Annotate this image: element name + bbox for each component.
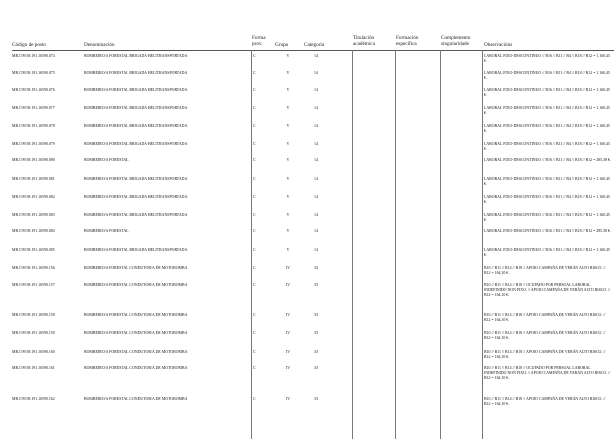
header-denominacion: Denominación [84, 42, 115, 48]
header-complemento: Complemento singularidade [441, 35, 471, 47]
cell-codigo: MR.C99.58.191.16590.078 [12, 124, 55, 128]
cell-observacions: B10 // B11 // B14 // B18 // APOIO CAMPAÑA DE VERÁN ALTO RISCO. // B12 = 164,10 €. [484, 313, 606, 323]
cell-grupo: V [286, 177, 290, 181]
cell-denominacion: BOMBEIRO/A FORESTAL CONDUTOR/A DE MOTOBOMBA [84, 366, 188, 370]
cell-codigo: MR.C99.58.191.16590.160 [12, 350, 55, 354]
cell-denominacion: BOMBEIRO/A FORESTAL BRIGADA HELITRANSPORTADA [84, 248, 188, 252]
cell-forma-prov: C [253, 124, 256, 128]
cell-grupo: IV [285, 350, 291, 354]
cell-categoria: 33 [314, 313, 318, 317]
cell-grupo: V [286, 248, 290, 252]
cell-denominacion: BOMBEIRO/A FORESTAL [84, 158, 129, 162]
cell-observacions: LABORAL FIXO-DESCONTINUO // B16 // B11 // B4 // B18 // B12 = 1.160,45 €. [484, 54, 610, 64]
cell-grupo: V [286, 71, 290, 75]
cell-observacions: B10 // B11 // B14 // B18 // APOIO CAMPAÑA DE VERÁN ALTO RISCO. // B12 = 164,10 €. [484, 397, 606, 407]
cell-categoria: 14 [314, 124, 318, 128]
column-divider [251, 50, 252, 439]
cell-observacions: LABORAL FIXO-DESCONTINUO // B16 // B11 // B4 // B18 // B12 = 1.160,45 €. [484, 195, 610, 205]
cell-codigo: MR.C99.58.191.16590.082 [12, 195, 55, 199]
cell-observacions: B10 // B11 // B14 // B18 // APOIO CAMPAÑA DE VERÁN ALTO RISCO. // B12 = 164,10 €. [484, 266, 606, 276]
cell-grupo: IV [285, 283, 291, 287]
cell-categoria: 14 [314, 229, 318, 233]
cell-codigo: MR.C99.58.191.16590.074 [12, 54, 55, 58]
cell-categoria: 14 [314, 54, 318, 58]
cell-forma-prov: C [253, 313, 256, 317]
cell-codigo: MR.C99.58.191.16590.159 [12, 331, 55, 335]
cell-categoria: 14 [314, 213, 318, 217]
cell-grupo: V [286, 213, 290, 217]
cell-categoria: 14 [314, 195, 318, 199]
cell-grupo: V [286, 195, 290, 199]
cell-forma-prov: C [253, 177, 256, 181]
cell-denominacion: BOMBEIRO/A FORESTAL BRIGADA HELITRANSPORTADA [84, 106, 188, 110]
cell-grupo: V [286, 124, 290, 128]
cell-categoria: 33 [314, 331, 318, 335]
cell-grupo: IV [285, 331, 291, 335]
cell-grupo: V [286, 142, 290, 146]
cell-observacions: B10 // B11 // B14 // B18 // OCUPADO POR PERSOAL LABORAL INDEFINIDO NON FIXO. // APOIO CAMPAÑA DE VERÁN ALTO RISCO. // B12 = 164,10 €. [484, 283, 611, 298]
cell-categoria: 33 [314, 397, 318, 401]
cell-forma-prov: C [253, 248, 256, 252]
cell-forma-prov: C [253, 88, 256, 92]
cell-codigo: MR.C99.58.191.16590.081 [12, 177, 55, 181]
cell-forma-prov: C [253, 366, 256, 370]
cell-categoria: 14 [314, 142, 318, 146]
cell-denominacion: BOMBEIRO/A FORESTAL BRIGADA HELITRANSPORTADA [84, 71, 188, 75]
header-formacion: Formación específica [396, 35, 419, 47]
cell-codigo: MR.C99.58.191.16590.161 [12, 366, 55, 370]
cell-grupo: IV [285, 397, 291, 401]
cell-denominacion: BOMBEIRO/A FORESTAL CONDUTOR/A DE MOTOBOMBA [84, 313, 188, 317]
cell-forma-prov: C [253, 142, 256, 146]
cell-denominacion: BOMBEIRO/A FORESTAL BRIGADA HELITRANSPORTADA [84, 142, 188, 146]
cell-observacions: LABORAL FIXO-DESCONTINUO // B16 // B11 // B4 // B18 // B12 = 1.160,45 €. [484, 88, 610, 98]
cell-denominacion: BOMBEIRO/A FORESTAL BRIGADA HELITRANSPORTADA [84, 213, 188, 217]
cell-observacions: B10 // B11 // B14 // B18 // OCUPADO POR PERSOAL LABORAL INDEFINIDO NON FIXO. // APOIO CAMPAÑA DE VERÁN ALTO RISCO. // B12 = 164,10 €. [484, 366, 611, 381]
cell-forma-prov: C [253, 54, 256, 58]
cell-forma-prov: C [253, 350, 256, 354]
cell-observacions: LABORAL FIXO-DESCONTINUO // B16 // B11 // B4 // B18 // B12 = 1.160,45 €. [484, 124, 610, 134]
cell-forma-prov: C [253, 283, 256, 287]
cell-categoria: 14 [314, 177, 318, 181]
cell-categoria: 14 [314, 248, 318, 252]
column-divider [395, 50, 396, 439]
column-divider [352, 50, 353, 439]
cell-codigo: MR.C99.58.191.16590.077 [12, 106, 55, 110]
cell-forma-prov: C [253, 213, 256, 217]
cell-categoria: 14 [314, 158, 318, 162]
cell-categoria: 14 [314, 71, 318, 75]
cell-observacions: LABORAL FIXO-DESCONTINUO // B16 // B11 // B4 // B18 // B12 = 285,38 €. [484, 229, 611, 233]
cell-grupo: V [286, 106, 290, 110]
cell-denominacion: BOMBEIRO/A FORESTAL BRIGADA HELITRANSPORTADA [84, 54, 188, 58]
header-rule [12, 50, 614, 51]
cell-codigo: MR.C99.58.191.16590.085 [12, 248, 55, 252]
cell-observacions: LABORAL FIXO-DESCONTINUO // B16 // B11 // B4 // B18 // B12 = 1.160,45 €. [484, 213, 610, 223]
cell-codigo: MR.C99.58.191.16590.084 [12, 229, 55, 233]
cell-denominacion: BOMBEIRO/A FORESTAL BRIGADA HELITRANSPORTADA [84, 177, 188, 181]
cell-observacions: LABORAL FIXO-DESCONTINUO // B16 // B11 // B4 // B18 // B12 = 1.160,45 €. [484, 106, 610, 116]
cell-denominacion: BOMBEIRO/A FORESTAL BRIGADA HELITRANSPORTADA [84, 88, 188, 92]
cell-codigo: MR.C99.58.191.16590.079 [12, 142, 55, 146]
cell-forma-prov: C [253, 331, 256, 335]
cell-denominacion: BOMBEIRO/A FORESTAL CONDUTOR/A DE MOTOBOMBA [84, 266, 188, 270]
cell-denominacion: BOMBEIRO/A FORESTAL BRIGADA HELITRANSPORTADA [84, 124, 188, 128]
cell-denominacion: BOMBEIRO/A FORESTAL CONDUTOR/A DE MOTOBOMBA [84, 350, 188, 354]
cell-observacions: LABORAL FIXO-DESCONTINUO // B16 // B11 // B4 // B18 // B12 = 1.160,45 €. [484, 248, 610, 258]
cell-categoria: 14 [314, 88, 318, 92]
cell-forma-prov: C [253, 158, 256, 162]
cell-denominacion: BOMBEIRO/A FORESTAL BRIGADA HELITRANSPORTADA [84, 195, 188, 199]
cell-forma-prov: C [253, 397, 256, 401]
cell-observacions: B10 // B11 // B14 // B18 // APOIO CAMPAÑA DE VERÁN ALTO RISCO. // B12 = 164,10 €. [484, 331, 606, 341]
cell-observacions: LABORAL FIXO-DESCONTINUO // B16 // B11 // B4 // B18 // B12 = 285,38 €. [484, 158, 611, 162]
cell-codigo: MR.C99.58.191.16590.157 [12, 283, 55, 287]
cell-observacions: LABORAL FIXO-DESCONTINUO // B16 // B11 // B4 // B18 // B12 = 1.160,45 €. [484, 177, 610, 187]
cell-grupo: V [286, 229, 290, 233]
header-titulacion: Titulación académica [353, 35, 375, 47]
header-categoria: Categoría [304, 42, 325, 48]
cell-denominacion: BOMBEIRO/A FORESTAL [84, 229, 129, 233]
cell-observacions: B10 // B11 // B14 // B18 // APOIO CAMPAÑA DE VERÁN ALTO RISCO. // B12 = 164,10 €. [484, 350, 606, 360]
cell-codigo: MR.C99.58.191.16590.158 [12, 313, 55, 317]
cell-grupo: IV [285, 366, 291, 370]
header-observacions: Observacións [484, 42, 513, 48]
header-grupo: Grupo [275, 42, 289, 48]
cell-observacions: LABORAL FIXO-DESCONTINUO // B16 // B11 // B4 // B18 // B12 = 1.160,45 €. [484, 142, 610, 152]
cell-categoria: 33 [314, 350, 318, 354]
cell-categoria: 33 [314, 283, 318, 287]
cell-forma-prov: C [253, 229, 256, 233]
header-forma-prov: Forma prov. [252, 35, 266, 47]
header-codigo: Código de posto [12, 42, 47, 48]
cell-forma-prov: C [253, 266, 256, 270]
cell-grupo: IV [285, 266, 291, 270]
cell-forma-prov: C [253, 106, 256, 110]
cell-grupo: V [286, 54, 290, 58]
cell-denominacion: BOMBEIRO/A FORESTAL CONDUTOR/A DE MOTOBOMBA [84, 283, 188, 287]
cell-forma-prov: C [253, 195, 256, 199]
cell-grupo: V [286, 88, 290, 92]
cell-grupo: IV [285, 313, 291, 317]
cell-codigo: MR.C99.58.191.16590.075 [12, 71, 55, 75]
cell-denominacion: BOMBEIRO/A FORESTAL CONDUTOR/A DE MOTOBOMBA [84, 331, 188, 335]
cell-codigo: MR.C99.58.191.16590.080 [12, 158, 55, 162]
cell-observacions: LABORAL FIXO-DESCONTINUO // B16 // B11 // B4 // B18 // B12 = 1.160,45 €. [484, 71, 610, 81]
column-divider [440, 50, 441, 439]
cell-categoria: 33 [314, 266, 318, 270]
cell-categoria: 14 [314, 106, 318, 110]
cell-codigo: MR.C99.58.191.16590.083 [12, 213, 55, 217]
cell-denominacion: BOMBEIRO/A FORESTAL CONDUTOR/A DE MOTOBOMBA [84, 397, 188, 401]
column-divider [482, 50, 483, 439]
cell-grupo: V [286, 158, 290, 162]
cell-codigo: MR.C99.58.191.16590.156 [12, 266, 55, 270]
cell-forma-prov: C [253, 71, 256, 75]
cell-categoria: 33 [314, 366, 318, 370]
cell-codigo: MR.C99.58.191.16590.162 [12, 397, 55, 401]
cell-codigo: MR.C99.58.191.16590.076 [12, 88, 55, 92]
